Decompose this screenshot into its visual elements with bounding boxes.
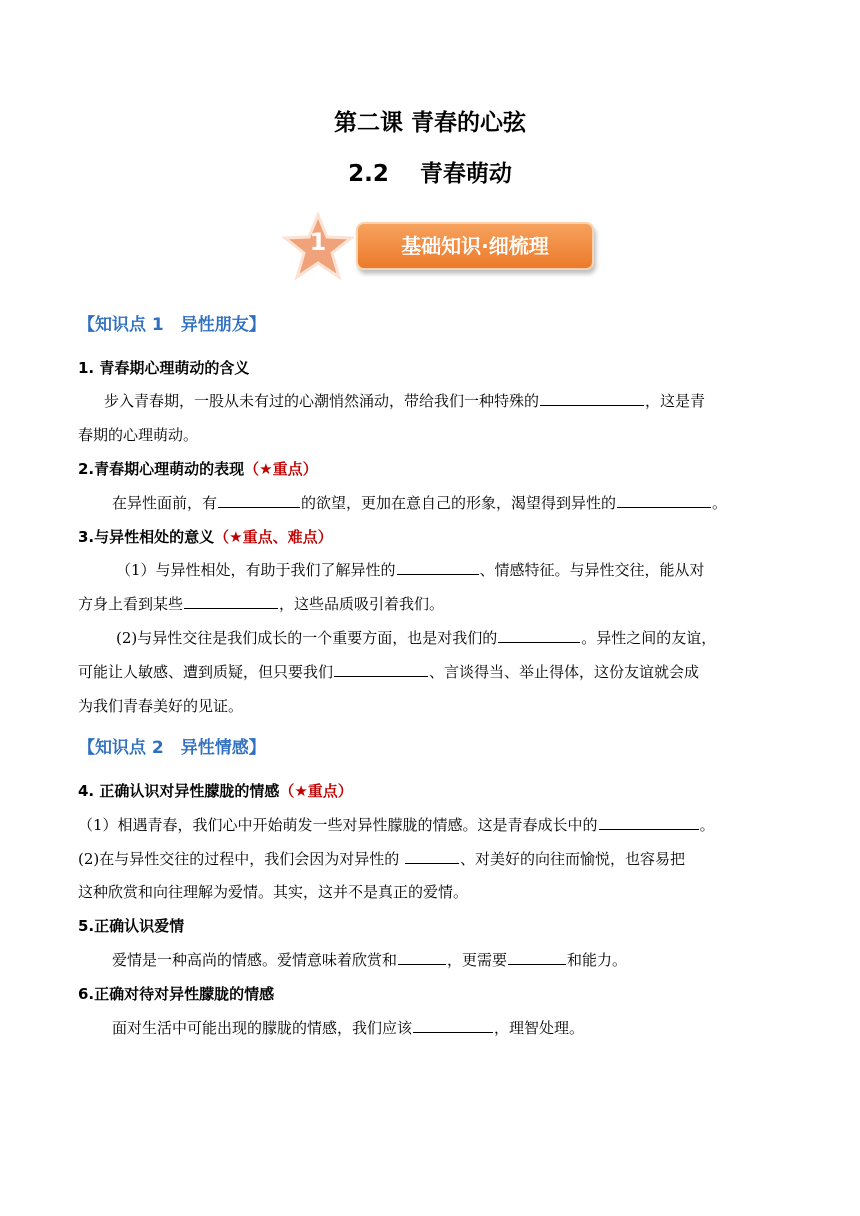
blank — [334, 662, 428, 677]
item-3-heading: 3.与异性相处的意义（★重点、难点） — [78, 528, 333, 546]
item-4-line-3: 这种欣赏和向往理解为爱情。其实，这并不是真正的爱情。 — [78, 883, 469, 901]
item-3-line-2: 方身上看到某些 ，这些品质吸引着我们。 — [78, 595, 445, 613]
section-banner: 基础知识·细梳理 — [356, 222, 594, 270]
blank — [540, 391, 644, 406]
item-3-line-4: 可能让人敏感、遭到质疑，但只要我们 、言谈得当、举止得体，这份友谊就会成 — [78, 663, 700, 681]
knowledge-point-1-title: 【知识点 1 异性朋友】 — [78, 315, 266, 335]
item-1-line-1: 步入青春期，一股从未有过的心潮悄然涌动，带给我们一种特殊的 ，这是青 — [104, 392, 706, 410]
item-4-line-1: （1）相遇青春，我们心中开始萌发一些对异性朦胧的情感。这是青春成长中的 。 — [78, 816, 715, 834]
blank — [397, 560, 479, 575]
blank — [413, 1018, 493, 1033]
blank — [184, 594, 278, 609]
blank — [218, 493, 300, 508]
knowledge-point-2-title: 【知识点 2 异性情感】 — [78, 738, 266, 758]
item-2-heading: 2.青春期心理萌动的表现（★重点） — [78, 460, 318, 478]
item-5-line-1: 爱情是一种高尚的情感。爱情意味着欣赏和 ，更需要 和能力。 — [112, 951, 628, 969]
blank — [508, 950, 566, 965]
item-6-heading: 6.正确对待对异性朦胧的情感 — [78, 985, 275, 1003]
item-5-heading: 5.正确认识爱情 — [78, 917, 185, 935]
badge-number: 1 — [309, 228, 327, 256]
key-note: （★重点） — [279, 782, 353, 800]
item-2-line-1: 在异性面前，有 的欲望，更加在意自己的形象，渴望得到异性的 。 — [112, 494, 728, 512]
blank — [398, 950, 446, 965]
item-6-line-1: 面对生活中可能出现的朦胧的情感，我们应该 ，理智处理。 — [112, 1019, 585, 1037]
item-3-line-5: 为我们青春美好的见证。 — [78, 697, 244, 715]
item-1-heading: 1. 青春期心理萌动的含义 — [78, 359, 250, 377]
blank — [498, 628, 580, 643]
item-1-line-2: 春期的心理萌动。 — [78, 426, 199, 444]
blank — [599, 815, 699, 830]
item-3-line-1: （1）与异性相处，有助于我们了解异性的 、情感特征。与异性交往，能从对 — [116, 561, 705, 579]
blank — [617, 493, 711, 508]
lesson-title: 第二课 青春的心弦 — [333, 110, 526, 136]
blank — [405, 849, 459, 864]
item-3-line-3: (2)与异性交往是我们成长的一个重要方面，也是对我们的 。异性之间的友谊， — [116, 629, 717, 647]
item-4-line-2: (2)在与异性交往的过程中，我们会因为对异性的 、对美好的向往而愉悦，也容易把 — [78, 850, 686, 868]
section-title: 2.2 青春萌动 — [348, 161, 512, 187]
key-note: （★重点、难点） — [214, 528, 333, 546]
key-note: （★重点） — [244, 460, 318, 478]
item-4-heading: 4. 正确认识对异性朦胧的情感（★重点） — [78, 782, 353, 800]
